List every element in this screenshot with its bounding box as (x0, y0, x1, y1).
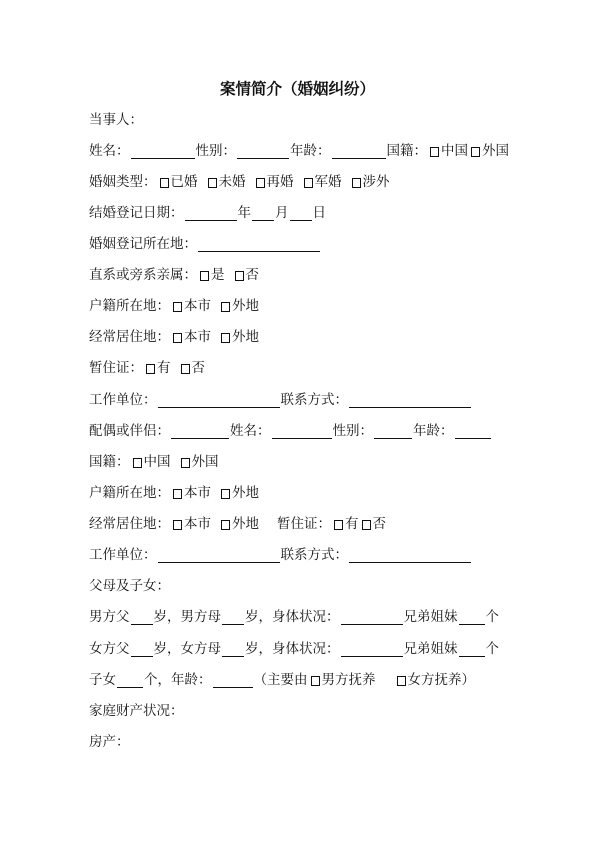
female-mother-label: ，女方母 (167, 641, 221, 657)
option-permit-no: 否 (191, 360, 205, 376)
spouse-residence-label: 经常居住地： (89, 516, 170, 532)
family-heading-text: 父母及子女： (89, 578, 170, 594)
checkbox-military[interactable] (304, 178, 313, 188)
option-relatives-no: 否 (245, 267, 259, 283)
checkbox-custody-female[interactable] (397, 676, 406, 686)
spouse-work-unit-label: 工作单位： (89, 547, 157, 563)
month-label: 月 (275, 205, 289, 221)
children-age-blank[interactable] (213, 672, 253, 688)
work-unit-blank[interactable] (158, 392, 280, 408)
spouse-contact-blank[interactable] (349, 547, 471, 563)
registration-place-blank[interactable] (198, 236, 320, 252)
female-father-age-blank[interactable] (131, 641, 153, 657)
option-spouse-household-nonlocal: 外地 (232, 485, 259, 501)
checkbox-spouse-foreign[interactable] (181, 458, 190, 468)
spouse-contact-label: 联系方式： (280, 547, 348, 563)
checkbox-spouse-residence-nonlocal[interactable] (221, 520, 230, 530)
spouse-work-row (89, 543, 472, 563)
male-health-blank[interactable] (341, 609, 403, 625)
property-heading (89, 699, 184, 719)
spouse-work-unit-blank[interactable] (158, 547, 280, 563)
option-custody-female: 女方抚养） (407, 672, 475, 688)
checkbox-spouse-china[interactable] (133, 458, 142, 468)
gender-blank[interactable] (237, 143, 289, 159)
gender-label: 性别： (195, 143, 236, 159)
option-remarried: 再婚 (266, 174, 294, 190)
male-siblings-label: 兄弟姐妹 (403, 609, 458, 625)
house-row (89, 730, 130, 750)
day-label: 日 (312, 205, 326, 221)
checkbox-married[interactable] (160, 178, 169, 188)
option-household-nonlocal: 外地 (232, 298, 259, 314)
female-health-label: ，身体状况： (258, 641, 340, 657)
household-label: 户籍所在地： (89, 298, 170, 314)
spouse-label: 配偶或伴侣： (89, 423, 170, 439)
checkbox-spouse-residence-local[interactable] (173, 520, 182, 530)
female-mother-sui: 岁 (245, 641, 259, 657)
checkbox-spouse-permit-no[interactable] (362, 520, 371, 530)
spouse-age-blank[interactable] (455, 423, 491, 439)
option-custody-male: 男方抚养 (321, 672, 376, 688)
option-spouse-foreign: 外国 (191, 454, 219, 470)
residence-label: 经常居住地： (89, 329, 170, 345)
checkbox-foreign[interactable] (471, 147, 480, 157)
option-household-local: 本市 (184, 298, 211, 314)
option-spouse-residence-nonlocal: 外地 (232, 516, 259, 532)
work-unit-label: 工作单位： (89, 392, 157, 408)
party-basic-row (89, 139, 509, 159)
male-mother-sui: 岁 (245, 609, 259, 625)
option-married: 已婚 (170, 174, 198, 190)
spouse-permit-label: 暂住证： (277, 516, 331, 532)
registration-date-label: 结婚登记日期： (89, 205, 184, 221)
male-siblings-unit: 个 (485, 609, 499, 625)
female-siblings-unit: 个 (485, 641, 499, 657)
checkbox-permit-yes[interactable] (146, 364, 155, 374)
spouse-household-row (89, 481, 259, 501)
contact-label: 联系方式： (280, 392, 348, 408)
option-unmarried: 未婚 (218, 174, 246, 190)
children-label: 子女 (89, 672, 116, 688)
male-father-label: 男方父 (89, 609, 130, 625)
option-spouse-permit-no: 否 (372, 516, 386, 532)
month-blank[interactable] (252, 205, 274, 221)
checkbox-spouse-household-nonlocal[interactable] (221, 489, 230, 499)
male-siblings-blank[interactable] (459, 609, 485, 625)
checkbox-relatives-yes[interactable] (200, 271, 209, 281)
spouse-household-label: 户籍所在地： (89, 485, 170, 501)
spouse-nationality-row (89, 450, 219, 470)
female-siblings-blank[interactable] (459, 641, 485, 657)
relatives-row (89, 263, 259, 283)
children-note-open: （主要由 (253, 672, 308, 688)
spouse-residence-row (89, 512, 386, 532)
spouse-age-label: 年龄： (413, 423, 454, 439)
male-father-age-blank[interactable] (131, 609, 153, 625)
female-mother-age-blank[interactable] (222, 641, 244, 657)
nationality-label: 国籍： (386, 143, 427, 159)
spouse-name-blank[interactable] (272, 423, 332, 439)
spouse-blank[interactable] (171, 423, 229, 439)
property-heading-text: 家庭财产状况： (89, 703, 184, 719)
children-count-unit: 个，年龄： (144, 672, 212, 688)
checkbox-residence-nonlocal[interactable] (221, 333, 230, 343)
option-residence-nonlocal: 外地 (232, 329, 259, 345)
option-spouse-china: 中国 (143, 454, 171, 470)
household-row (89, 294, 259, 314)
male-mother-label: ，男方母 (167, 609, 221, 625)
relatives-label: 直系或旁系亲属： (89, 267, 197, 283)
age-blank[interactable] (332, 143, 386, 159)
children-count-blank[interactable] (117, 672, 143, 688)
residence-row (89, 325, 259, 345)
checkbox-remarried[interactable] (256, 178, 265, 188)
age-label: 年龄： (290, 143, 331, 159)
house-label: 房产： (89, 734, 130, 750)
work-row (89, 388, 472, 408)
checkbox-household-nonlocal[interactable] (221, 302, 230, 312)
name-label: 姓名： (89, 143, 130, 159)
option-spouse-residence-local: 本市 (184, 516, 211, 532)
option-relatives-yes: 是 (211, 267, 225, 283)
male-parents-row (89, 605, 499, 625)
marriage-type-label: 婚姻类型： (89, 174, 157, 190)
year-blank[interactable] (185, 205, 237, 221)
spouse-gender-label: 性别： (332, 423, 373, 439)
female-parents-row (89, 637, 499, 657)
permit-label: 暂住证： (89, 360, 143, 376)
checkbox-unmarried[interactable] (208, 178, 217, 188)
registration-place-row (89, 232, 321, 252)
option-china: 中国 (441, 143, 468, 159)
male-mother-age-blank[interactable] (222, 609, 244, 625)
spouse-row (89, 419, 492, 439)
female-siblings-label: 兄弟姐妹 (403, 641, 458, 657)
male-father-sui: 岁 (153, 609, 167, 625)
checkbox-foreign-related[interactable] (352, 178, 361, 188)
male-health-label: ，身体状况： (258, 609, 340, 625)
party-heading-text: 当事人： (89, 112, 143, 128)
spouse-nationality-label: 国籍： (89, 454, 130, 470)
spouse-gender-blank[interactable] (374, 423, 412, 439)
children-row (89, 668, 475, 688)
family-heading (89, 574, 170, 594)
year-label: 年 (237, 205, 251, 221)
option-military: 军婚 (314, 174, 342, 190)
registration-date-row (89, 201, 326, 221)
female-father-sui: 岁 (153, 641, 167, 657)
option-spouse-household-local: 本市 (184, 485, 211, 501)
checkbox-spouse-household-local[interactable] (173, 489, 182, 499)
checkbox-household-local[interactable] (173, 302, 182, 312)
name-blank[interactable] (131, 143, 195, 159)
checkbox-china[interactable] (430, 147, 439, 157)
checkbox-relatives-no[interactable] (235, 271, 244, 281)
female-health-blank[interactable] (341, 641, 403, 657)
checkbox-custody-male[interactable] (311, 676, 320, 686)
option-residence-local: 本市 (184, 329, 211, 345)
page-title: 案情简介（婚姻纠纷） (219, 80, 375, 98)
spouse-name-label: 姓名： (230, 423, 271, 439)
party-heading (89, 108, 143, 128)
day-blank[interactable] (290, 205, 312, 221)
permit-row (89, 356, 205, 376)
female-father-label: 女方父 (89, 641, 130, 657)
registration-place-label: 婚姻登记所在地： (89, 236, 197, 252)
checkbox-permit-no[interactable] (181, 364, 190, 374)
checkbox-residence-local[interactable] (173, 333, 182, 343)
checkbox-spouse-permit-yes[interactable] (334, 520, 343, 530)
marriage-type-row (89, 170, 390, 190)
option-foreign: 外国 (482, 143, 509, 159)
contact-blank[interactable] (349, 392, 471, 408)
option-permit-yes: 有 (157, 360, 171, 376)
option-foreign-related: 涉外 (362, 174, 390, 190)
option-spouse-permit-yes: 有 (345, 516, 359, 532)
